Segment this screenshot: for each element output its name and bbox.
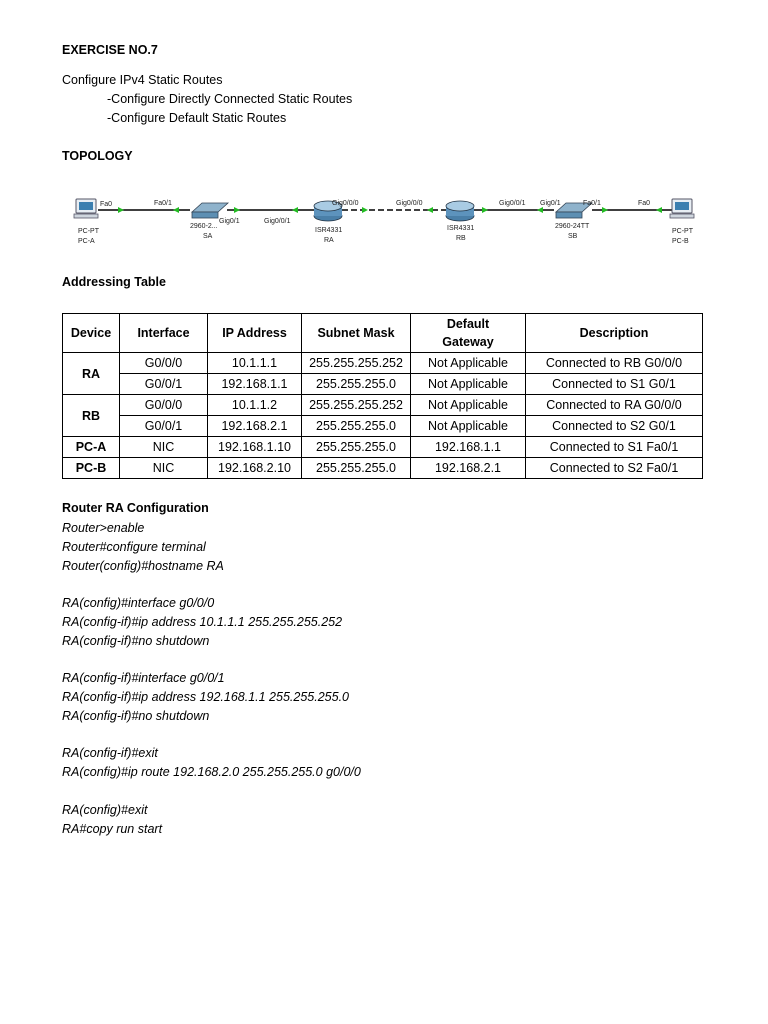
device-name-label: RB — [456, 235, 466, 242]
mask-cell: 255.255.255.0 — [302, 437, 411, 458]
port-label: Fa0 — [638, 200, 651, 207]
ip-cell: 10.1.1.1 — [208, 353, 302, 374]
table-row — [63, 374, 703, 395]
config-line: RA(config-if)#ip address 192.168.1.1 255.255.255.0 — [62, 690, 349, 704]
column-header: Subnet Mask — [302, 314, 411, 353]
gateway-cell: 192.168.2.1 — [411, 458, 526, 479]
pc-icon — [74, 199, 98, 218]
table-row — [63, 395, 703, 416]
description-cell: Connected to S2 G0/1 — [526, 416, 703, 437]
description-cell: Connected to S1 Fa0/1 — [526, 437, 703, 458]
interface-cell: G0/0/1 — [120, 416, 208, 437]
mask-cell: 255.255.255.0 — [302, 416, 411, 437]
description-cell: Connected to S1 G0/1 — [526, 374, 703, 395]
config-line: RA(config)#ip route 192.168.2.0 255.255.255.0 g0/0/0 — [62, 765, 361, 779]
interface-cell: G0/0/1 — [120, 374, 208, 395]
gateway-cell: Not Applicable — [411, 353, 526, 374]
config-line: RA(config-if)#exit — [62, 746, 158, 760]
port-label: Gig0/1 — [540, 200, 561, 207]
description-cell: Connected to S2 Fa0/1 — [526, 458, 703, 479]
device-cell: PC-B — [63, 458, 120, 479]
pc-icon — [670, 199, 694, 218]
device-name-label: PC-A — [78, 238, 95, 245]
config-line: Router>enable — [62, 521, 145, 535]
gateway-cell: Not Applicable — [411, 395, 526, 416]
device-cell: PC-A — [63, 437, 120, 458]
device-cell: RA — [63, 353, 120, 395]
config-line: RA(config-if)#ip address 10.1.1.1 255.255.255.252 — [62, 615, 343, 629]
device-name-label: SB — [568, 233, 578, 240]
interface-cell: NIC — [120, 437, 208, 458]
sub-item-2: -Configure Default Static Routes — [107, 111, 287, 125]
gateway-cell: Not Applicable — [411, 416, 526, 437]
port-label: Gig0/0/1 — [499, 200, 526, 207]
device-type-label: ISR4331 — [447, 225, 475, 232]
interface-cell: G0/0/0 — [120, 353, 208, 374]
column-header: Default Gateway — [411, 314, 526, 353]
gateway-cell: 192.168.1.1 — [411, 437, 526, 458]
config-line: RA(config-if)#interface g0/0/1 — [62, 671, 225, 685]
config-line: Router(config)#hostname RA — [62, 559, 224, 573]
config-line: RA(config)#interface g0/0/0 — [62, 596, 215, 610]
table-row — [63, 458, 703, 479]
switch-icon — [192, 203, 228, 218]
topology-heading: TOPOLOGY — [62, 149, 133, 163]
ip-cell: 192.168.2.1 — [208, 416, 302, 437]
objective: Configure IPv4 Static Routes — [62, 73, 223, 87]
port-label: Gig0/0/0 — [332, 200, 359, 207]
sub-item-1: -Configure Directly Connected Static Routes — [107, 92, 353, 106]
device-cell: RB — [63, 395, 120, 437]
config-line: Router#configure terminal — [62, 540, 206, 554]
column-header: IP Address — [208, 314, 302, 353]
config-heading: Router RA Configuration — [62, 501, 209, 515]
config-line: RA(config-if)#no shutdown — [62, 709, 210, 723]
router-icon — [446, 201, 474, 221]
table-row — [63, 353, 703, 374]
port-label: Gig0/1 — [219, 218, 240, 225]
port-label: Fa0 — [100, 201, 113, 208]
topology-diagram — [62, 190, 707, 252]
device-type-label: ISR4331 — [315, 227, 343, 234]
interface-cell: G0/0/0 — [120, 395, 208, 416]
device-name-label: SA — [203, 233, 213, 240]
mask-cell: 255.255.255.252 — [302, 395, 411, 416]
device-type-label: 2960-2... — [190, 223, 218, 230]
column-header: Description — [526, 314, 703, 353]
device-type-label: 2960-24TT — [555, 223, 590, 230]
config-line: RA#copy run start — [62, 822, 163, 836]
description-cell: Connected to RB G0/0/0 — [526, 353, 703, 374]
ip-cell: 10.1.1.2 — [208, 395, 302, 416]
port-label: Fa0/1 — [154, 200, 172, 207]
exercise-title: EXERCISE NO.7 — [62, 43, 158, 57]
interface-cell: NIC — [120, 458, 208, 479]
addressing-table — [62, 313, 703, 479]
device-name-label: PC-B — [672, 238, 689, 245]
table-row — [63, 437, 703, 458]
table-row — [63, 416, 703, 437]
config-line: RA(config)#exit — [62, 803, 148, 817]
mask-cell: 255.255.255.0 — [302, 458, 411, 479]
column-header: Device — [63, 314, 120, 353]
device-type-label: PC-PT — [78, 228, 99, 235]
gateway-cell: Not Applicable — [411, 374, 526, 395]
device-type-label: PC-PT — [672, 228, 693, 235]
config-line: RA(config-if)#no shutdown — [62, 634, 210, 648]
column-header: Interface — [120, 314, 208, 353]
table-header-row — [63, 314, 703, 353]
ip-cell: 192.168.1.10 — [208, 437, 302, 458]
port-label: Gig0/0/0 — [396, 200, 423, 207]
port-label: Fa0/1 — [583, 200, 601, 207]
ip-cell: 192.168.2.10 — [208, 458, 302, 479]
ip-cell: 192.168.1.1 — [208, 374, 302, 395]
addressing-heading: Addressing Table — [62, 275, 166, 289]
description-cell: Connected to RA G0/0/0 — [526, 395, 703, 416]
mask-cell: 255.255.255.0 — [302, 374, 411, 395]
mask-cell: 255.255.255.252 — [302, 353, 411, 374]
port-label: Gig0/0/1 — [264, 218, 291, 225]
device-name-label: RA — [324, 237, 334, 244]
